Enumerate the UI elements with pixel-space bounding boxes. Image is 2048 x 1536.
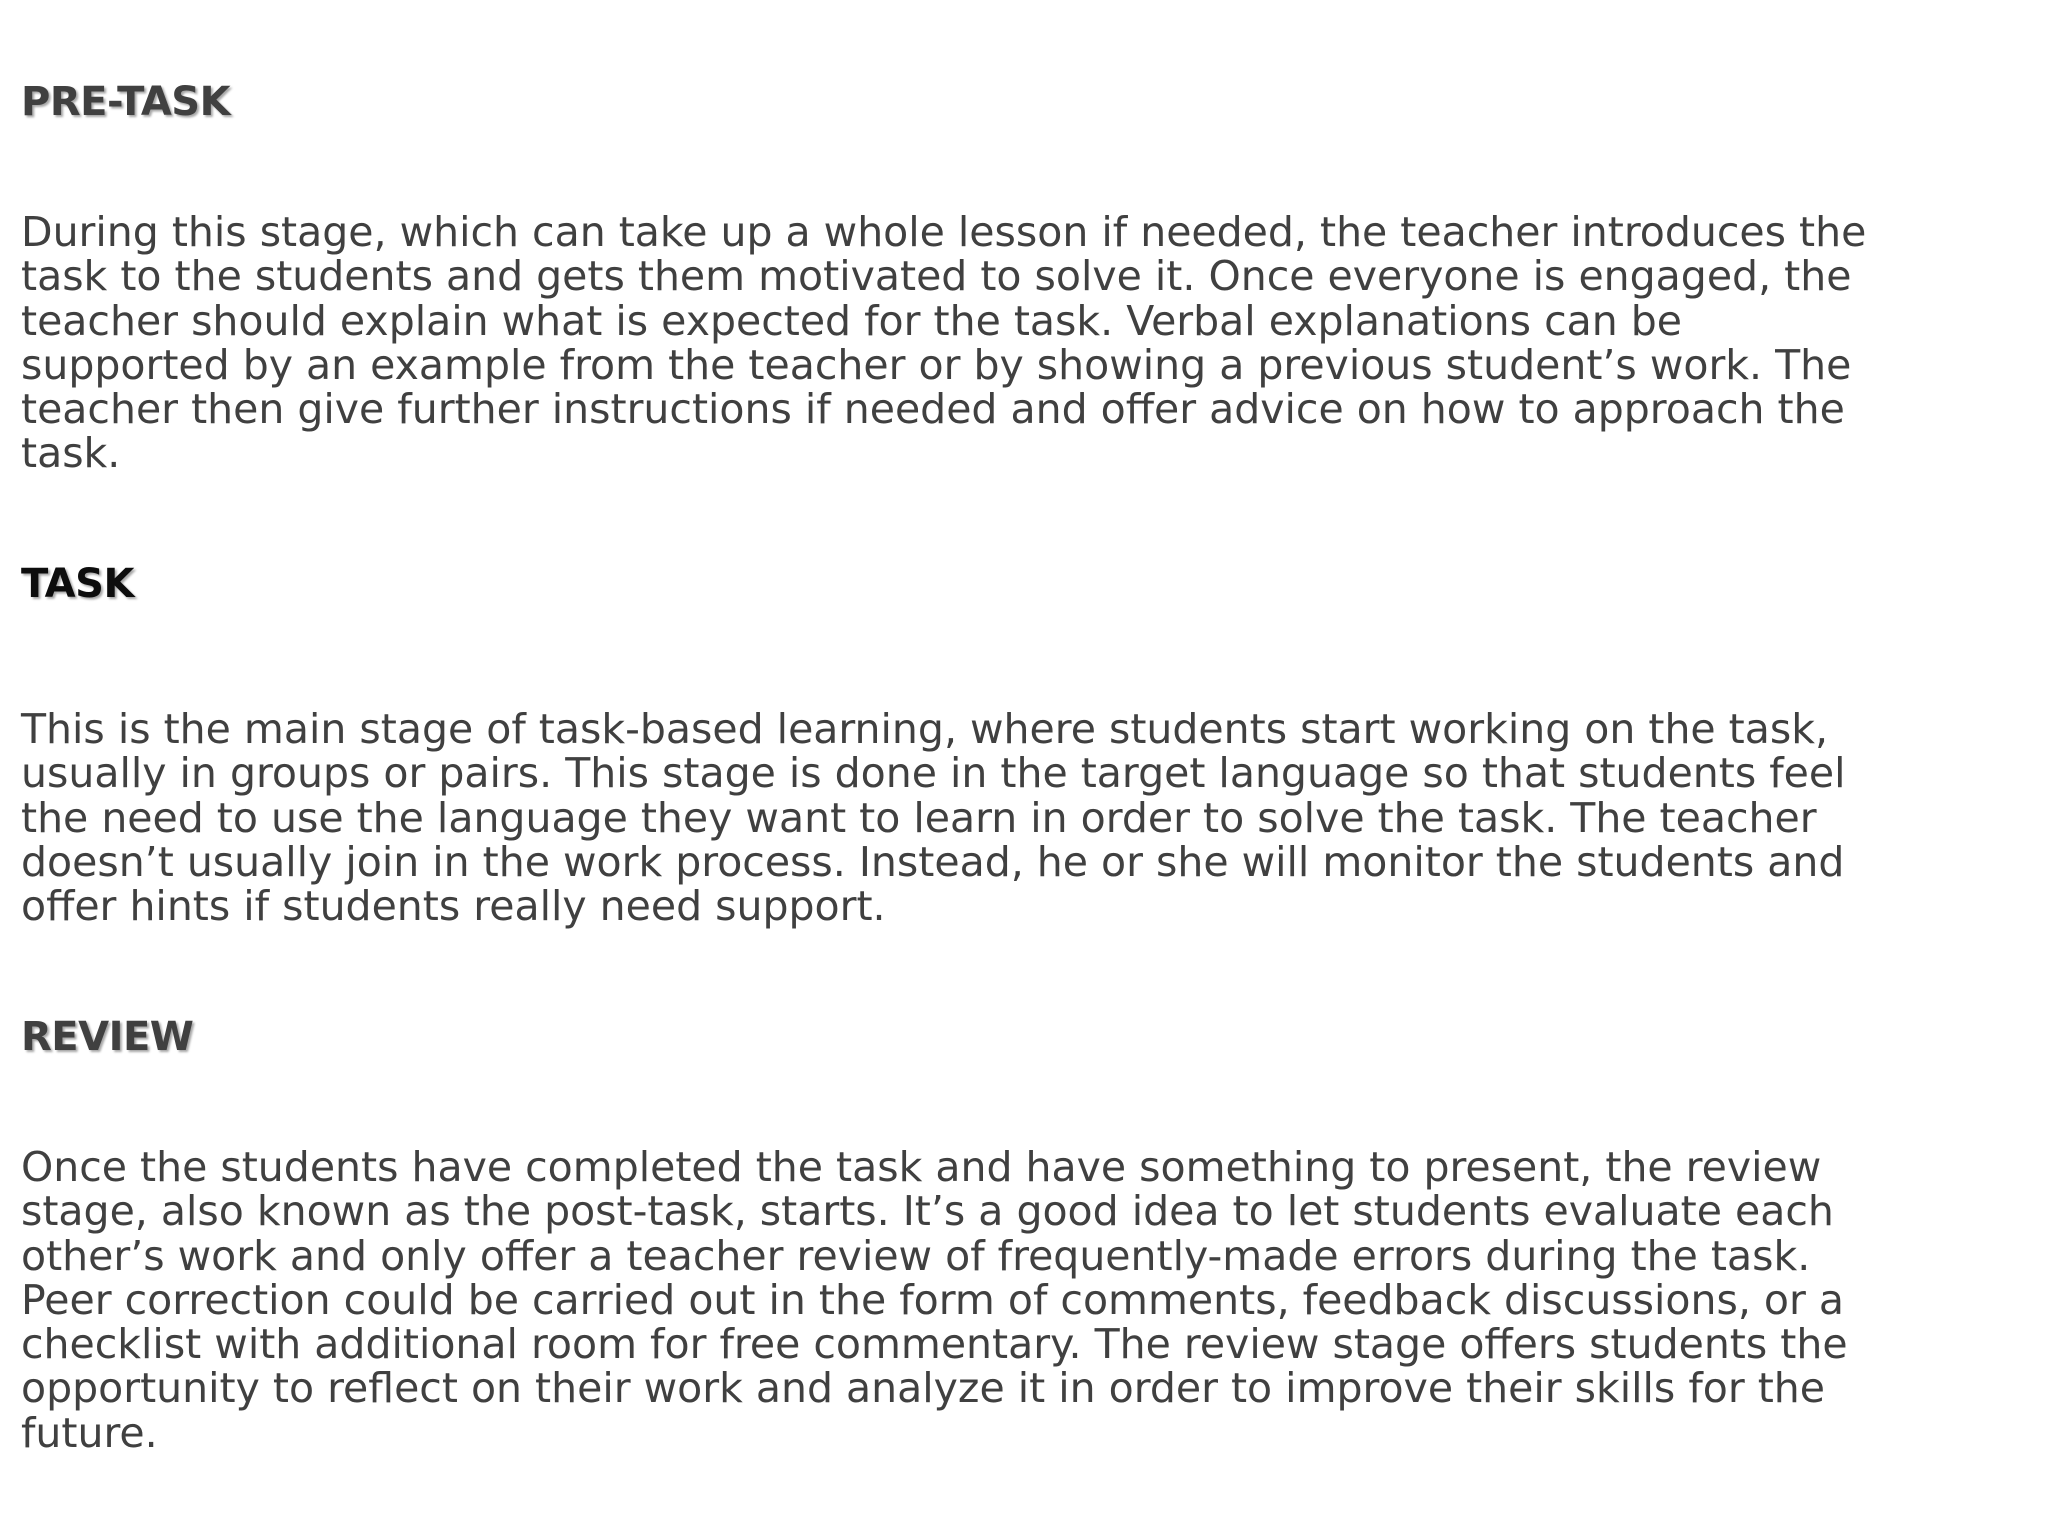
task-paragraph xyxy=(21,705,1981,931)
paragraph-line: doesn’t usually join in the work process. Instead, he or she will monitor the students and xyxy=(21,837,1845,886)
paragraph-line: task to the students and gets them motivated to solve it. Once everyone is engaged, the xyxy=(21,252,1852,301)
review-paragraph xyxy=(21,1145,1981,1455)
paragraph-line: supported by an example from the teacher or by showing a previous student’s work. The xyxy=(21,340,1852,389)
paragraph-line: Peer correction could be carried out in the form of comments, feedback discussions, or a xyxy=(21,1275,1845,1324)
paragraph-line: future. xyxy=(21,1408,158,1457)
paragraph-line: teacher then give further instructions if needed and offer advice on how to approach the xyxy=(21,385,1845,434)
pre-task-paragraph xyxy=(21,210,1981,476)
pre-task-heading: PRE-TASK xyxy=(21,79,231,125)
paragraph-line: stage, also known as the post-task, starts. It’s a good idea to let students evaluate each xyxy=(21,1187,1834,1236)
paragraph-line: checklist with additional room for free commentary. The review stage offers students the xyxy=(21,1320,1848,1369)
paragraph-line: During this stage, which can take up a whole lesson if needed, the teacher introduces the xyxy=(21,208,1867,256)
task-heading: TASK xyxy=(21,561,134,607)
paragraph-line: This is the main stage of task-based learning, where students start working on the task, xyxy=(21,705,1829,753)
paragraph-line: Once the students have completed the task and have something to present, the review xyxy=(21,1143,1822,1191)
paragraph-line: opportunity to reflect on their work and analyze it in order to improve their skills for the xyxy=(21,1364,1826,1413)
review-heading: REVIEW xyxy=(21,1014,194,1060)
paragraph-line: the need to use the language they want to learn in order to solve the task. The teacher xyxy=(21,793,1817,842)
paragraph-line: usually in groups or pairs. This stage is done in the target language so that students feel xyxy=(21,749,1846,798)
paragraph-line: task. xyxy=(21,429,121,478)
paragraph-line: offer hints if students really need support. xyxy=(21,882,886,931)
paragraph-line: teacher should explain what is expected for the task. Verbal explanations can be xyxy=(21,296,1683,345)
paragraph-line: other’s work and only offer a teacher review of frequently-made errors during the task. xyxy=(21,1231,1811,1280)
